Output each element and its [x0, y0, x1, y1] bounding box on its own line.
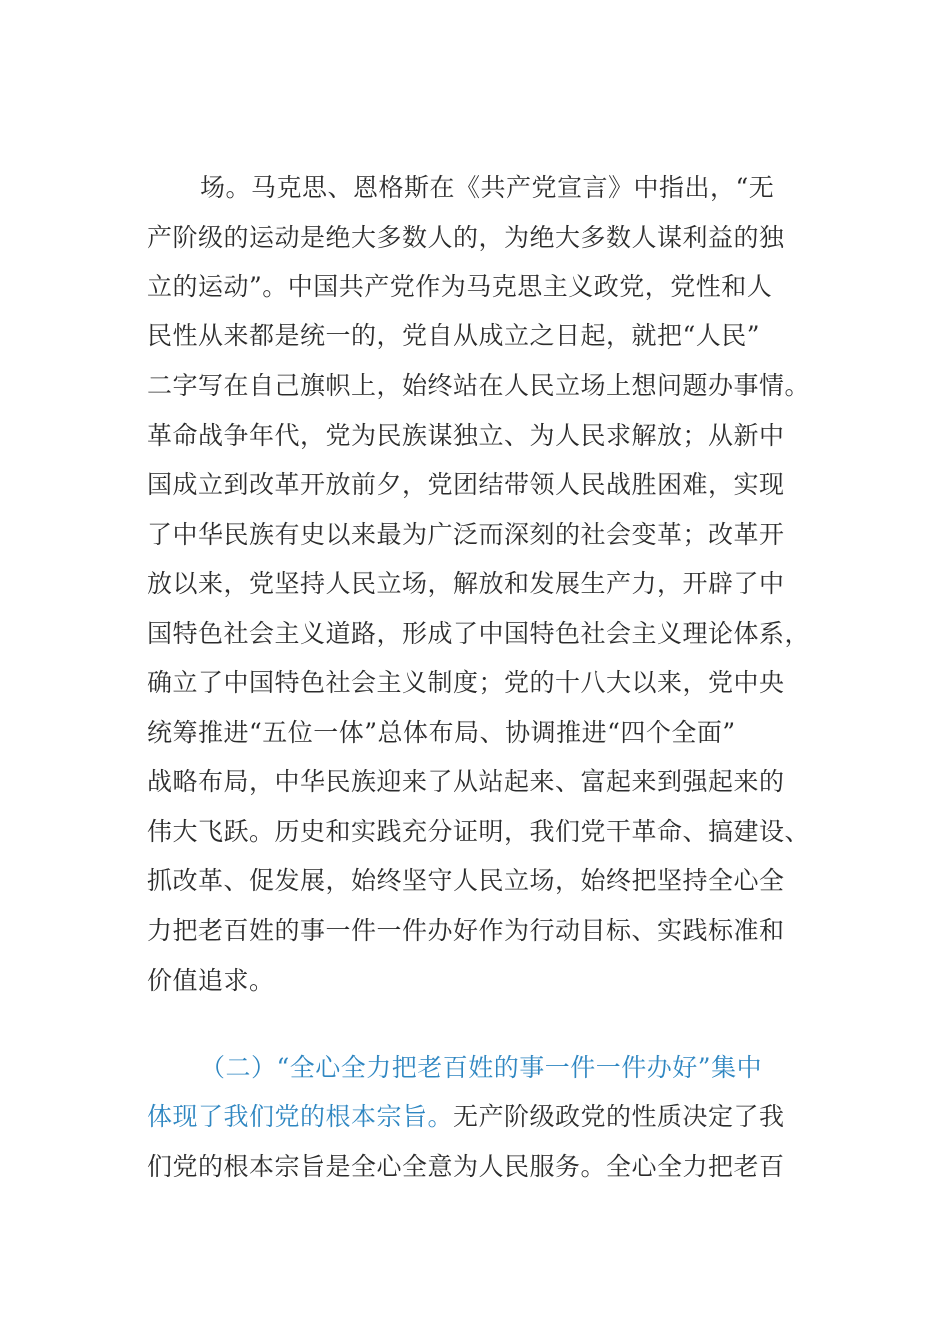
text-line: 伟大飞跃。历史和实践充分证明，我们党干革命、搞建设、 [147, 817, 811, 846]
text-line: 立的运动”。中国共产党作为马克思主义政党，党性和人 [147, 272, 773, 301]
text-line: 了中华民族有史以来最为广泛而深刻的社会变革；改革开 [147, 520, 785, 549]
body-text-run: 无产阶级政党的性质决定了我 [453, 1102, 785, 1131]
text-line: 国成立到改革开放前夕，党团结带领人民战胜困难，实现 [147, 470, 785, 499]
text-line: 确立了中国特色社会主义制度；党的十八大以来，党中央 [147, 668, 785, 697]
section-heading-tail: 体现了我们党的根本宗旨。 [147, 1102, 454, 1131]
section-heading-line: （二）“全心全力把老百姓的事一件一件办好”集中 [200, 1053, 763, 1082]
text-line: 场。马克思、恩格斯在《共产党宣言》中指出，“无 [200, 173, 775, 202]
text-line: 抓改革、促发展，始终坚守人民立场，始终把坚持全心全 [147, 866, 785, 895]
text-line: 统筹推进“五位一体”总体布局、协调推进“四个全面” [147, 718, 736, 747]
text-line: 民性从来都是统一的，党自从成立之日起，就把“人民” [147, 321, 761, 350]
text-line: 放以来，党坚持人民立场，解放和发展生产力，开辟了中 [147, 569, 785, 598]
text-line: 国特色社会主义道路，形成了中国特色社会主义理论体系， [147, 619, 811, 648]
text-line: 力把老百姓的事一件一件办好作为行动目标、实践标准和 [147, 916, 785, 945]
text-line: 革命战争年代，党为民族谋独立、为人民求解放；从新中 [147, 421, 785, 450]
text-line [147, 1097, 785, 1137]
text-line: 产阶级的运动是绝大多数人的，为绝大多数人谋利益的独 [147, 223, 785, 252]
text-line: 价值追求。 [147, 966, 275, 995]
text-line: 二字写在自己旗帜上，始终站在人民立场上想问题办事情。 [147, 371, 811, 400]
text-line: 战略布局，中华民族迎来了从站起来、富起来到强起来的 [147, 767, 785, 796]
text-line: 们党的根本宗旨是全心全意为人民服务。全心全力把老百 [147, 1152, 785, 1181]
